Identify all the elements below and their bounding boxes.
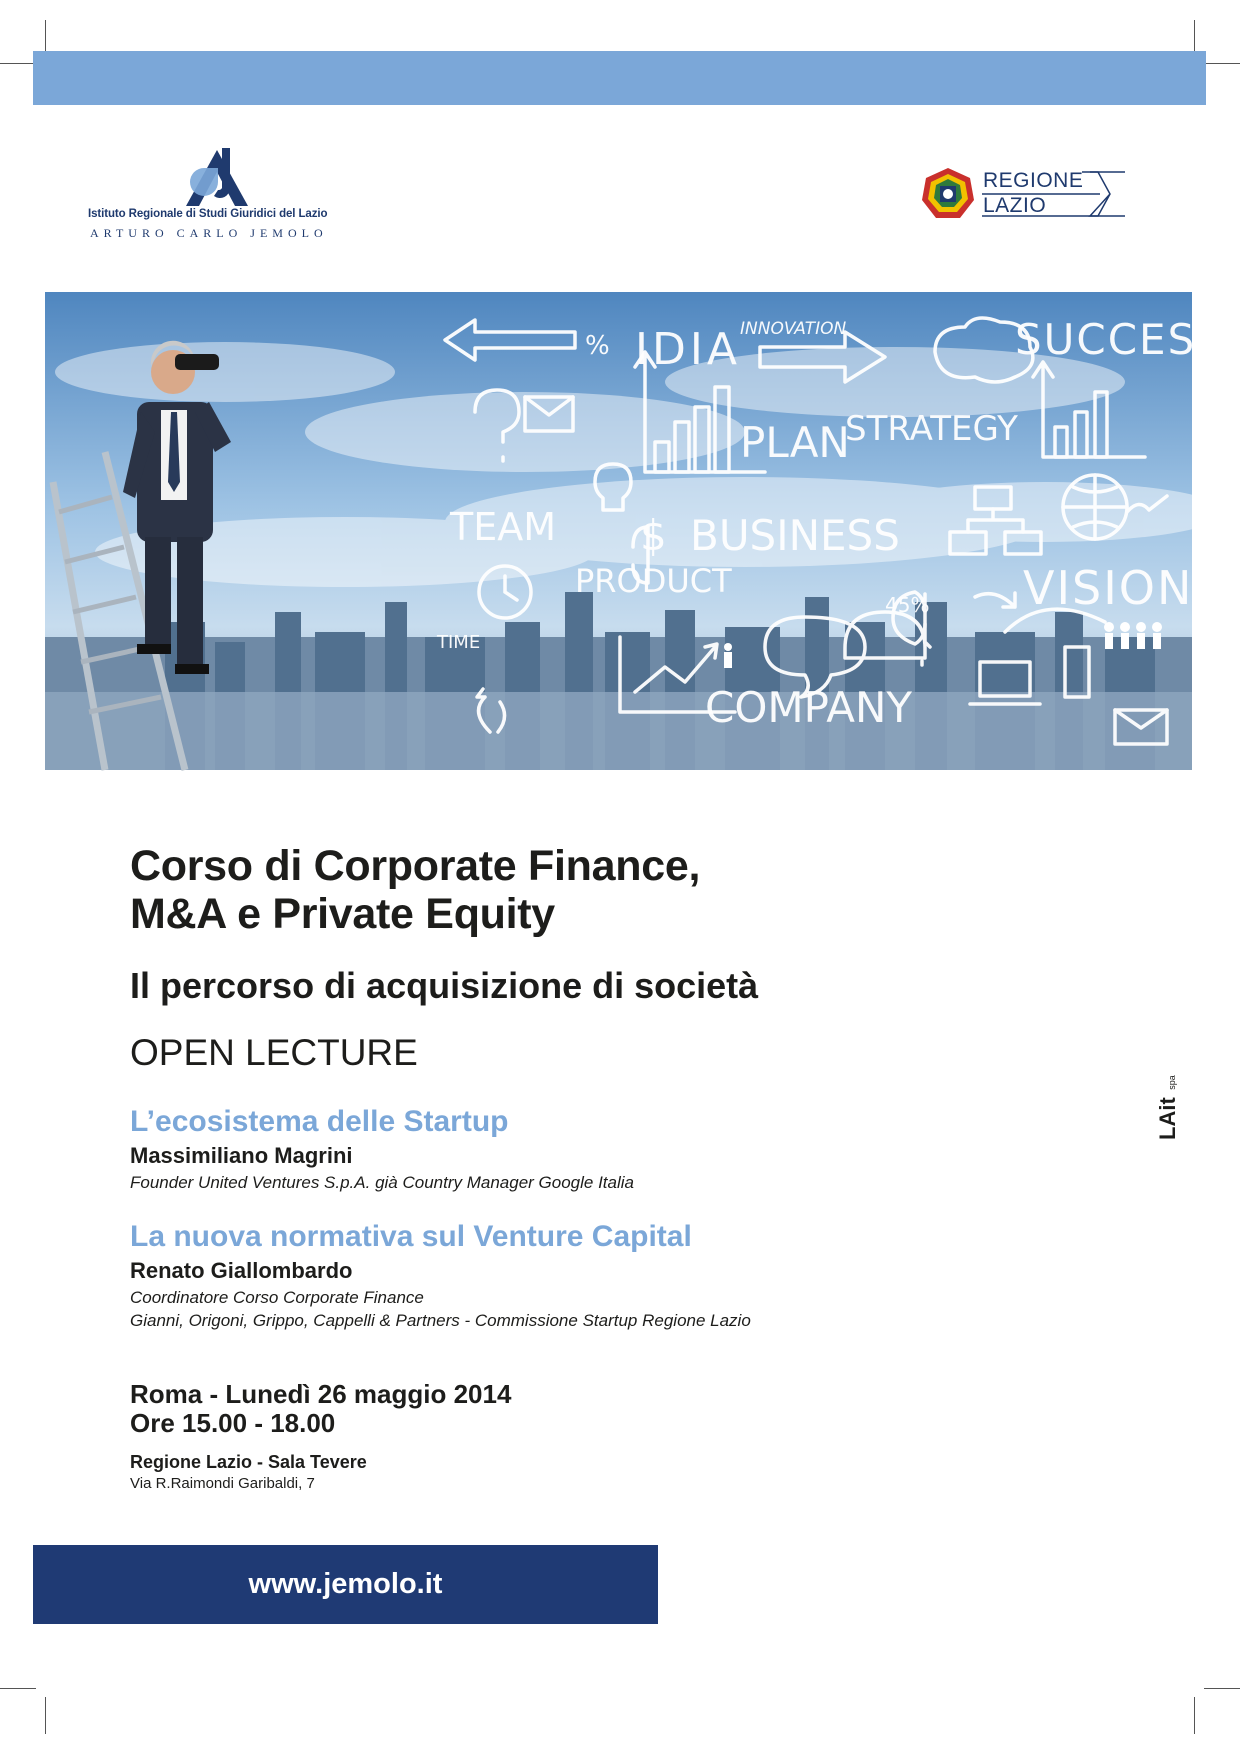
talk-title: L’ecosistema delle Startup: [130, 1105, 509, 1138]
event-datetime: [130, 1380, 511, 1438]
jemolo-emblem-icon: [86, 146, 356, 206]
svg-text:45%: 45%: [885, 593, 930, 617]
jemolo-subname: ARTURO CARLO JEMOLO: [90, 226, 328, 240]
crop-mark: [0, 1688, 36, 1689]
speaker-name: Renato Giallombardo: [130, 1258, 353, 1283]
footer-band: [33, 1545, 658, 1624]
crop-mark: [1194, 20, 1195, 55]
jemolo-logo: [86, 146, 356, 246]
speaker-role: Coordinatore Corso Corporate Finance: [130, 1288, 424, 1307]
lazio-logo-line2: LAZIO: [983, 194, 1047, 217]
crop-mark: [1204, 1688, 1240, 1689]
event-date: Roma - Lunedì 26 maggio 2014: [130, 1379, 512, 1409]
event-time: Ore 15.00 - 18.00: [130, 1408, 336, 1438]
event-address: Via R.Raimondi Garibaldi, 7: [130, 1475, 315, 1492]
lazio-logo-line1: REGIONE: [983, 169, 1084, 192]
hero-word: STRATEGY: [845, 409, 1018, 449]
hero-word: PRODUCT: [575, 562, 732, 600]
title-line-1: Corso di Corporate Finance,: [130, 842, 701, 890]
speaker-name: Massimiliano Magrini: [130, 1143, 353, 1168]
hero-word: TEAM: [450, 505, 557, 549]
business-sketch-illustration: [45, 292, 1225, 770]
lait-logo-suffix: spa: [1167, 1075, 1177, 1090]
hero-word: BUSINESS: [690, 511, 900, 560]
speaker-affiliation: Gianni, Origoni, Grippo, Cappelli & Partners - Commissione Startup Regione Lazio: [130, 1311, 751, 1330]
hero-word: TIME: [437, 632, 481, 653]
hero-word: SUCCESS: [1015, 315, 1225, 364]
jemolo-name: Istituto Regionale di Studi Giuridici del Lazio: [88, 208, 328, 220]
lait-logo-main: LAit: [1155, 1097, 1180, 1140]
talk-1: [130, 1105, 634, 1193]
open-lecture-label: OPEN LECTURE: [130, 1032, 418, 1073]
event-title: [130, 842, 700, 938]
title-line-2: M&A e Private Equity: [130, 890, 555, 938]
svg-text:$: $: [640, 511, 667, 560]
talk-2: [130, 1220, 751, 1331]
crop-mark: [45, 1697, 46, 1734]
website-link[interactable]: www.jemolo.it: [248, 1568, 443, 1600]
hero-image: [45, 292, 1225, 770]
crop-mark: [1204, 63, 1240, 64]
speaker-role: Founder United Ventures S.p.A. già Country Manager Google Italia: [130, 1173, 634, 1192]
lait-logo: [1155, 1030, 1195, 1140]
regione-lazio-logo: [920, 166, 1130, 226]
crop-mark: [45, 20, 46, 55]
crop-mark: [0, 63, 36, 64]
hero-word: IDIA: [635, 324, 741, 375]
event-subtitle: Il percorso di acquisizione di società: [130, 965, 759, 1006]
crop-mark: [1194, 1697, 1195, 1734]
talk-title: La nuova normativa sul Venture Capital: [130, 1220, 692, 1253]
hero-word: INNOVATION: [740, 319, 847, 339]
hero-word: COMPANY: [705, 683, 913, 732]
event-venue: Regione Lazio - Sala Tevere: [130, 1452, 367, 1472]
top-color-band: [33, 51, 1206, 105]
lazio-chevron-icon: [920, 166, 1130, 226]
svg-text:%: %: [585, 331, 610, 361]
hero-word: VISION: [1023, 561, 1194, 615]
hero-word: PLAN: [740, 418, 850, 467]
